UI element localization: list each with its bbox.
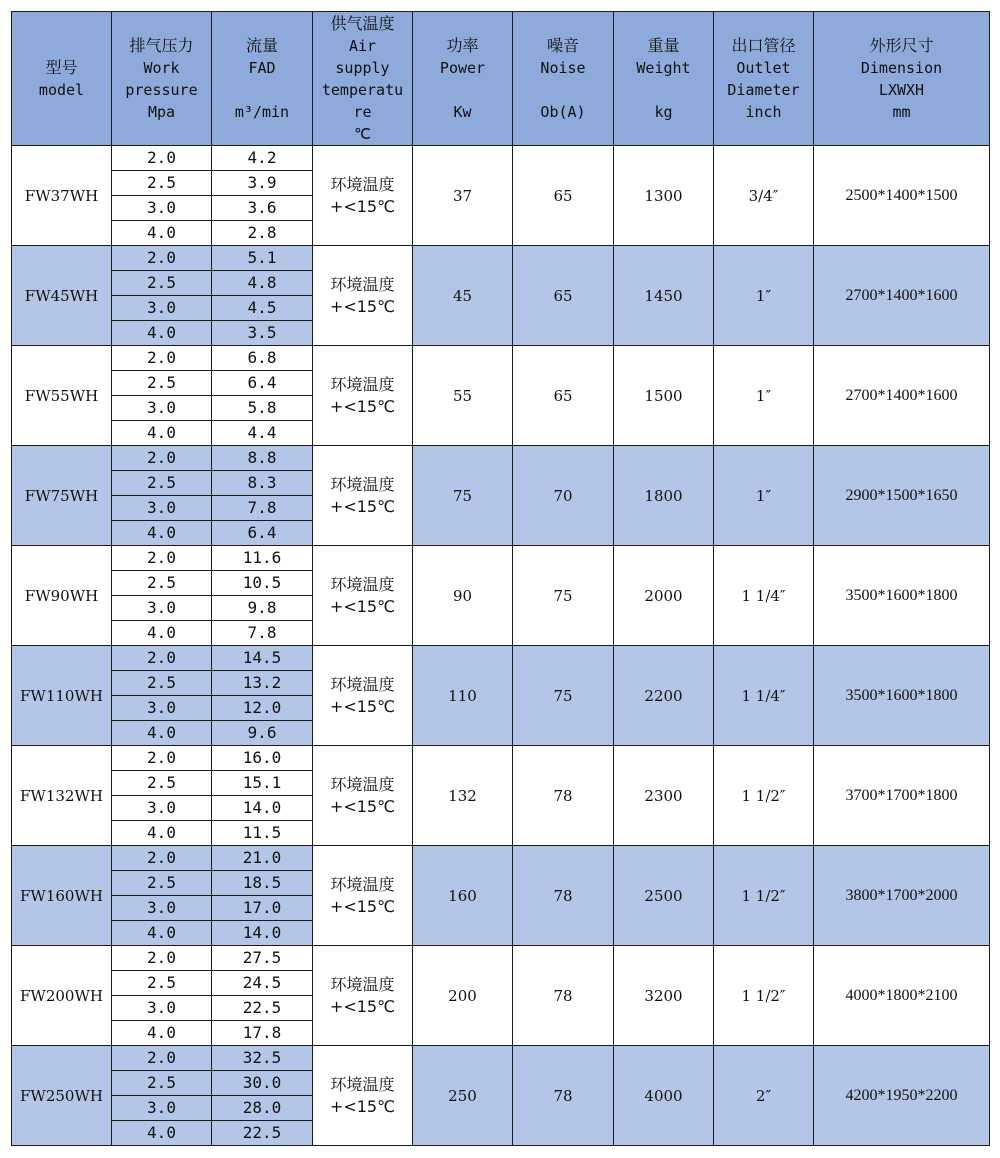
noise-cell: 65 xyxy=(513,346,614,446)
table-row xyxy=(12,446,990,471)
header-weight-line: kg xyxy=(654,102,673,121)
header-weight-line: Weight xyxy=(636,58,691,77)
air-temp-line: +<15℃ xyxy=(329,496,396,516)
pressure-cell: 3.0 xyxy=(112,496,212,521)
pressure-cell: 2.5 xyxy=(112,771,212,796)
fad-cell: 14.0 xyxy=(212,796,313,821)
fad-cell: 7.8 xyxy=(212,496,313,521)
model-cell: FW160WH xyxy=(12,846,112,946)
noise-cell: 75 xyxy=(513,646,614,746)
header-air-temp-line: re xyxy=(353,102,372,121)
pressure-cell: 4.0 xyxy=(112,921,212,946)
pressure-cell: 4.0 xyxy=(112,521,212,546)
header-dimension-line: mm xyxy=(892,102,911,121)
model-cell: FW132WH xyxy=(12,746,112,846)
header-pressure xyxy=(112,12,212,146)
pressure-cell: 2.0 xyxy=(112,646,212,671)
header-air-temp-line: temperatu xyxy=(321,80,404,99)
air-temp-line: +<15℃ xyxy=(329,596,396,616)
fad-cell: 17.8 xyxy=(212,1021,313,1046)
outlet-cell: 1 1/2″ xyxy=(714,946,814,1046)
pressure-cell: 2.0 xyxy=(112,746,212,771)
fad-cell: 7.8 xyxy=(212,621,313,646)
air-temp-cell xyxy=(313,546,413,646)
noise-cell: 78 xyxy=(513,846,614,946)
air-temp-line: +<15℃ xyxy=(329,396,396,416)
noise-cell: 75 xyxy=(513,546,614,646)
fad-cell: 8.3 xyxy=(212,471,313,496)
fad-cell: 22.5 xyxy=(212,1121,313,1146)
dimension-cell: 2700*1400*1600 xyxy=(814,346,990,446)
table-row xyxy=(12,246,990,271)
weight-cell: 2500 xyxy=(614,846,714,946)
header-pressure-line: 排气压力 xyxy=(129,35,194,55)
header-weight-line xyxy=(614,79,713,101)
table-row xyxy=(12,646,990,671)
air-temp-cell xyxy=(313,246,413,346)
model-cell: FW75WH xyxy=(12,446,112,546)
table-row xyxy=(12,846,990,871)
noise-cell: 78 xyxy=(513,746,614,846)
header-noise xyxy=(513,12,614,146)
pressure-cell: 2.5 xyxy=(112,871,212,896)
air-temp-line: 环境温度 xyxy=(330,674,395,694)
air-temp-cell xyxy=(313,846,413,946)
power-cell: 160 xyxy=(413,846,513,946)
pressure-cell: 3.0 xyxy=(112,796,212,821)
pressure-cell: 2.5 xyxy=(112,671,212,696)
air-temp-line: +<15℃ xyxy=(329,1096,396,1116)
pressure-cell: 4.0 xyxy=(112,621,212,646)
weight-cell: 3200 xyxy=(614,946,714,1046)
air-temp-line: 环境温度 xyxy=(330,374,395,394)
fad-cell: 3.9 xyxy=(212,171,313,196)
model-cell: FW110WH xyxy=(12,646,112,746)
header-model xyxy=(12,12,112,146)
weight-cell: 4000 xyxy=(614,1046,714,1146)
air-temp-cell xyxy=(313,646,413,746)
dimension-cell: 3500*1600*1800 xyxy=(814,646,990,746)
outlet-cell: 1 1/4″ xyxy=(714,646,814,746)
header-model-line: 型号 xyxy=(45,57,78,77)
model-cell: FW200WH xyxy=(12,946,112,1046)
header-fad-line: FAD xyxy=(248,58,276,77)
pressure-cell: 2.0 xyxy=(112,146,212,171)
dimension-cell: 3700*1700*1800 xyxy=(814,746,990,846)
header-weight xyxy=(614,12,714,146)
air-temp-line: 环境温度 xyxy=(330,474,395,494)
fad-cell: 14.0 xyxy=(212,921,313,946)
model-cell: FW55WH xyxy=(12,346,112,446)
header-model-line: model xyxy=(38,80,85,99)
dimension-cell: 2900*1500*1650 xyxy=(814,446,990,546)
air-temp-line: 环境温度 xyxy=(330,174,395,194)
header-air-temp-line: supply xyxy=(335,58,390,77)
fad-cell: 18.5 xyxy=(212,871,313,896)
pressure-cell: 3.0 xyxy=(112,896,212,921)
fad-cell: 2.8 xyxy=(212,221,313,246)
pressure-cell: 3.0 xyxy=(112,396,212,421)
weight-cell: 1450 xyxy=(614,246,714,346)
header-air-temp-line: ℃ xyxy=(354,124,371,143)
fad-cell: 15.1 xyxy=(212,771,313,796)
air-temp-line: 环境温度 xyxy=(330,574,395,594)
pressure-cell: 4.0 xyxy=(112,1021,212,1046)
dimension-cell: 4000*1800*2100 xyxy=(814,946,990,1046)
header-dimension-line: LXWXH xyxy=(878,80,925,99)
pressure-cell: 2.5 xyxy=(112,971,212,996)
power-cell: 250 xyxy=(413,1046,513,1146)
table-row xyxy=(12,146,990,171)
pressure-cell: 3.0 xyxy=(112,196,212,221)
fad-cell: 3.6 xyxy=(212,196,313,221)
header-noise-line xyxy=(513,79,613,101)
header-weight-line: 重量 xyxy=(647,35,680,55)
header-outlet-line: Diameter xyxy=(727,80,800,99)
header-noise-line: Noise xyxy=(540,58,586,77)
header-fad xyxy=(212,12,313,146)
air-temp-line: +<15℃ xyxy=(329,996,396,1016)
weight-cell: 2000 xyxy=(614,546,714,646)
dimension-cell: 2500*1400*1500 xyxy=(814,146,990,246)
weight-cell: 2200 xyxy=(614,646,714,746)
pressure-cell: 3.0 xyxy=(112,996,212,1021)
fad-cell: 30.0 xyxy=(212,1071,313,1096)
outlet-cell: 1 1/2″ xyxy=(714,846,814,946)
outlet-cell: 3/4″ xyxy=(714,146,814,246)
fad-cell: 14.5 xyxy=(212,646,313,671)
pressure-cell: 4.0 xyxy=(112,321,212,346)
fad-cell: 10.5 xyxy=(212,571,313,596)
fad-cell: 6.4 xyxy=(212,371,313,396)
noise-cell: 65 xyxy=(513,246,614,346)
noise-cell: 78 xyxy=(513,946,614,1046)
fad-cell: 4.2 xyxy=(212,146,313,171)
fad-cell: 16.0 xyxy=(212,746,313,771)
air-temp-line: 环境温度 xyxy=(330,1074,395,1094)
fad-cell: 9.6 xyxy=(212,721,313,746)
header-power xyxy=(413,12,513,146)
air-temp-line: 环境温度 xyxy=(330,774,395,794)
weight-cell: 1300 xyxy=(614,146,714,246)
outlet-cell: 1 1/4″ xyxy=(714,546,814,646)
power-cell: 110 xyxy=(413,646,513,746)
dimension-cell: 2700*1400*1600 xyxy=(814,246,990,346)
dimension-cell: 4200*1950*2200 xyxy=(814,1046,990,1146)
pressure-cell: 2.0 xyxy=(112,846,212,871)
power-cell: 37 xyxy=(413,146,513,246)
noise-cell: 65 xyxy=(513,146,614,246)
table-body xyxy=(12,146,990,1146)
spec-table xyxy=(11,11,990,1146)
pressure-cell: 2.5 xyxy=(112,1071,212,1096)
pressure-cell: 2.0 xyxy=(112,546,212,571)
header-row xyxy=(12,12,990,146)
model-cell: FW250WH xyxy=(12,1046,112,1146)
header-outlet-line: Outlet xyxy=(736,58,791,77)
weight-cell: 1500 xyxy=(614,346,714,446)
pressure-cell: 2.5 xyxy=(112,571,212,596)
air-temp-cell xyxy=(313,446,413,546)
model-cell: FW37WH xyxy=(12,146,112,246)
header-noise-line: Ob(A) xyxy=(540,102,586,121)
header-outlet-line: inch xyxy=(745,102,782,121)
header-dimension xyxy=(814,12,990,146)
fad-cell: 3.5 xyxy=(212,321,313,346)
pressure-cell: 3.0 xyxy=(112,596,212,621)
pressure-cell: 4.0 xyxy=(112,721,212,746)
model-cell: FW90WH xyxy=(12,546,112,646)
air-temp-line: 环境温度 xyxy=(330,974,395,994)
noise-cell: 78 xyxy=(513,1046,614,1146)
fad-cell: 24.5 xyxy=(212,971,313,996)
pressure-cell: 2.0 xyxy=(112,446,212,471)
power-cell: 55 xyxy=(413,346,513,446)
fad-cell: 8.8 xyxy=(212,446,313,471)
table-row xyxy=(12,1046,990,1071)
outlet-cell: 1″ xyxy=(714,246,814,346)
power-cell: 200 xyxy=(413,946,513,1046)
pressure-cell: 4.0 xyxy=(112,221,212,246)
header-pressure-line: Mpa xyxy=(147,102,176,121)
header-fad-line: 流量 xyxy=(245,35,278,55)
header-fad-line: m³/min xyxy=(234,102,290,121)
pressure-cell: 4.0 xyxy=(112,1121,212,1146)
header-dimension-line: Dimension xyxy=(860,58,943,77)
air-temp-line: +<15℃ xyxy=(329,296,396,316)
pressure-cell: 2.5 xyxy=(112,371,212,396)
fad-cell: 28.0 xyxy=(212,1096,313,1121)
air-temp-line: +<15℃ xyxy=(329,696,396,716)
fad-cell: 27.5 xyxy=(212,946,313,971)
fad-cell: 11.5 xyxy=(212,821,313,846)
weight-cell: 2300 xyxy=(614,746,714,846)
fad-cell: 5.8 xyxy=(212,396,313,421)
pressure-cell: 3.0 xyxy=(112,696,212,721)
header-air-temp xyxy=(313,12,413,146)
header-fad-line xyxy=(212,79,312,101)
header-pressure-line: Work xyxy=(143,58,180,77)
fad-cell: 11.6 xyxy=(212,546,313,571)
header-noise-line: 噪音 xyxy=(546,35,579,55)
header-power-line xyxy=(413,79,512,101)
table-row xyxy=(12,546,990,571)
air-temp-cell xyxy=(313,946,413,1046)
fad-cell: 4.5 xyxy=(212,296,313,321)
power-cell: 90 xyxy=(413,546,513,646)
fad-cell: 9.8 xyxy=(212,596,313,621)
air-temp-cell xyxy=(313,746,413,846)
outlet-cell: 1 1/2″ xyxy=(714,746,814,846)
pressure-cell: 2.5 xyxy=(112,171,212,196)
pressure-cell: 2.5 xyxy=(112,271,212,296)
power-cell: 45 xyxy=(413,246,513,346)
model-cell: FW45WH xyxy=(12,246,112,346)
air-temp-line: +<15℃ xyxy=(329,796,396,816)
pressure-cell: 4.0 xyxy=(112,821,212,846)
header-power-line: Power xyxy=(439,58,486,77)
pressure-cell: 2.0 xyxy=(112,346,212,371)
air-temp-line: 环境温度 xyxy=(330,274,395,294)
pressure-cell: 4.0 xyxy=(112,421,212,446)
fad-cell: 6.4 xyxy=(212,521,313,546)
fad-cell: 32.5 xyxy=(212,1046,313,1071)
air-temp-cell xyxy=(313,346,413,446)
air-temp-line: +<15℃ xyxy=(329,896,396,916)
air-temp-cell xyxy=(313,146,413,246)
table-row xyxy=(12,346,990,371)
fad-cell: 5.1 xyxy=(212,246,313,271)
pressure-cell: 2.0 xyxy=(112,946,212,971)
fad-cell: 4.8 xyxy=(212,271,313,296)
outlet-cell: 2″ xyxy=(714,1046,814,1146)
fad-cell: 17.0 xyxy=(212,896,313,921)
table-row xyxy=(12,946,990,971)
fad-cell: 21.0 xyxy=(212,846,313,871)
pressure-cell: 2.0 xyxy=(112,246,212,271)
dimension-cell: 3500*1600*1800 xyxy=(814,546,990,646)
pressure-cell: 2.5 xyxy=(112,471,212,496)
air-temp-cell xyxy=(313,1046,413,1146)
air-temp-line: +<15℃ xyxy=(329,196,396,216)
power-cell: 132 xyxy=(413,746,513,846)
pressure-cell: 3.0 xyxy=(112,1096,212,1121)
air-temp-line: 环境温度 xyxy=(330,874,395,894)
table-row xyxy=(12,746,990,771)
dimension-cell: 3800*1700*2000 xyxy=(814,846,990,946)
weight-cell: 1800 xyxy=(614,446,714,546)
fad-cell: 12.0 xyxy=(212,696,313,721)
header-outlet-line: 出口管径 xyxy=(731,35,796,55)
noise-cell: 70 xyxy=(513,446,614,546)
fad-cell: 6.8 xyxy=(212,346,313,371)
header-air-temp-line: 供气温度 xyxy=(330,13,395,33)
outlet-cell: 1″ xyxy=(714,346,814,446)
header-outlet xyxy=(714,12,814,146)
power-cell: 75 xyxy=(413,446,513,546)
header-dimension-line: 外形尺寸 xyxy=(869,35,934,55)
header-power-line: Kw xyxy=(453,102,472,121)
header-pressure-line: pressure xyxy=(125,80,198,99)
header-power-line: 功率 xyxy=(446,35,479,55)
pressure-cell: 3.0 xyxy=(112,296,212,321)
pressure-cell: 2.0 xyxy=(112,1046,212,1071)
header-air-temp-line: Air xyxy=(348,36,377,55)
fad-cell: 4.4 xyxy=(212,421,313,446)
fad-cell: 22.5 xyxy=(212,996,313,1021)
outlet-cell: 1″ xyxy=(714,446,814,546)
fad-cell: 13.2 xyxy=(212,671,313,696)
